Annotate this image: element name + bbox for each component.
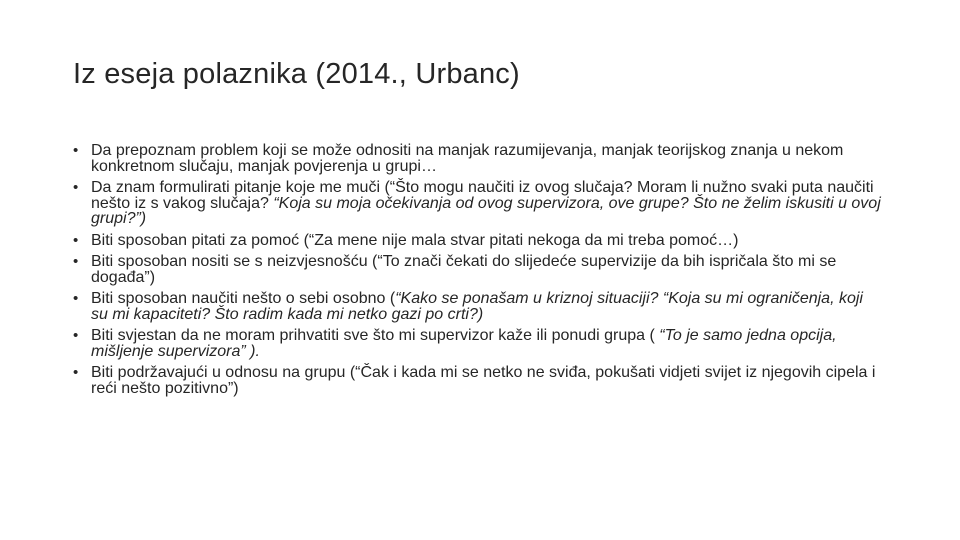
bullet-text: Biti sposoban pitati za pomoć (“Za mene nije mala stvar pitati nekoga da mi treba pomoć…) [91, 231, 739, 249]
bullet-text: Da prepoznam problem koji se može odnositi na manjak razumijevanja, manjak teorijskog znanja u nekom konkretnom slučaju, manjak povjerenja u grupi… [91, 142, 844, 175]
bullet-item [73, 291, 883, 322]
bullet-text: Biti podržavajući u odnosu na grupu (“Čak i kada mi se netko ne sviđa, pokušati vidjeti svijet iz njegovih cipela i reći nešto pozitivno”) [91, 364, 876, 397]
bullet-text-italic: “Kako se ponašam u kriznoj situaciji? “Koja su mi ograničenja, koji su mi kapaciteti? Što radim kada mi netko gazi po crti?) [91, 290, 863, 323]
bullet-text: Biti sposoban naučiti nešto o sebi osobno ( [91, 290, 396, 307]
bullet-item [73, 365, 883, 396]
bullet-item [73, 233, 883, 249]
bullet-text-italic: “Koja su moja očekivanja od ovog supervizora, ove grupe? Što ne želim iskusiti u ovoj grupi?”) [91, 194, 881, 227]
bullet-item [73, 328, 883, 359]
bullet-marker: • [73, 290, 79, 307]
bullet-marker: • [73, 253, 79, 270]
bullet-text: Biti sposoban nositi se s neizvjesnošću (“To znači čekati do slijedeće supervizije da bih ispričala što mi se događa”) [91, 253, 837, 286]
bullet-text-italic: “To je samo jedna opcija, mišljenje supervizora” ). [91, 327, 837, 360]
bullet-marker: • [73, 142, 79, 159]
bullet-text: Biti svjestan da ne moram prihvatiti sve što mi supervizor kaže ili ponudi grupa ( [91, 327, 660, 344]
bullet-list [73, 143, 883, 402]
bullet-marker: • [73, 231, 79, 249]
bullet-item [73, 180, 883, 227]
bullet-marker: • [73, 327, 79, 344]
bullet-item [73, 143, 883, 174]
bullet-marker: • [73, 364, 79, 381]
bullet-marker: • [73, 179, 79, 196]
bullet-item [73, 254, 883, 285]
slide-title: Iz eseja polaznika (2014., Urbanc) [73, 58, 520, 90]
bullet-text: Da znam formulirati pitanje koje me muči (“Što mogu naučiti iz ovog slučaja? Moram li nužno svaki puta naučiti nešto iz s vakog slučaja? [91, 179, 874, 212]
